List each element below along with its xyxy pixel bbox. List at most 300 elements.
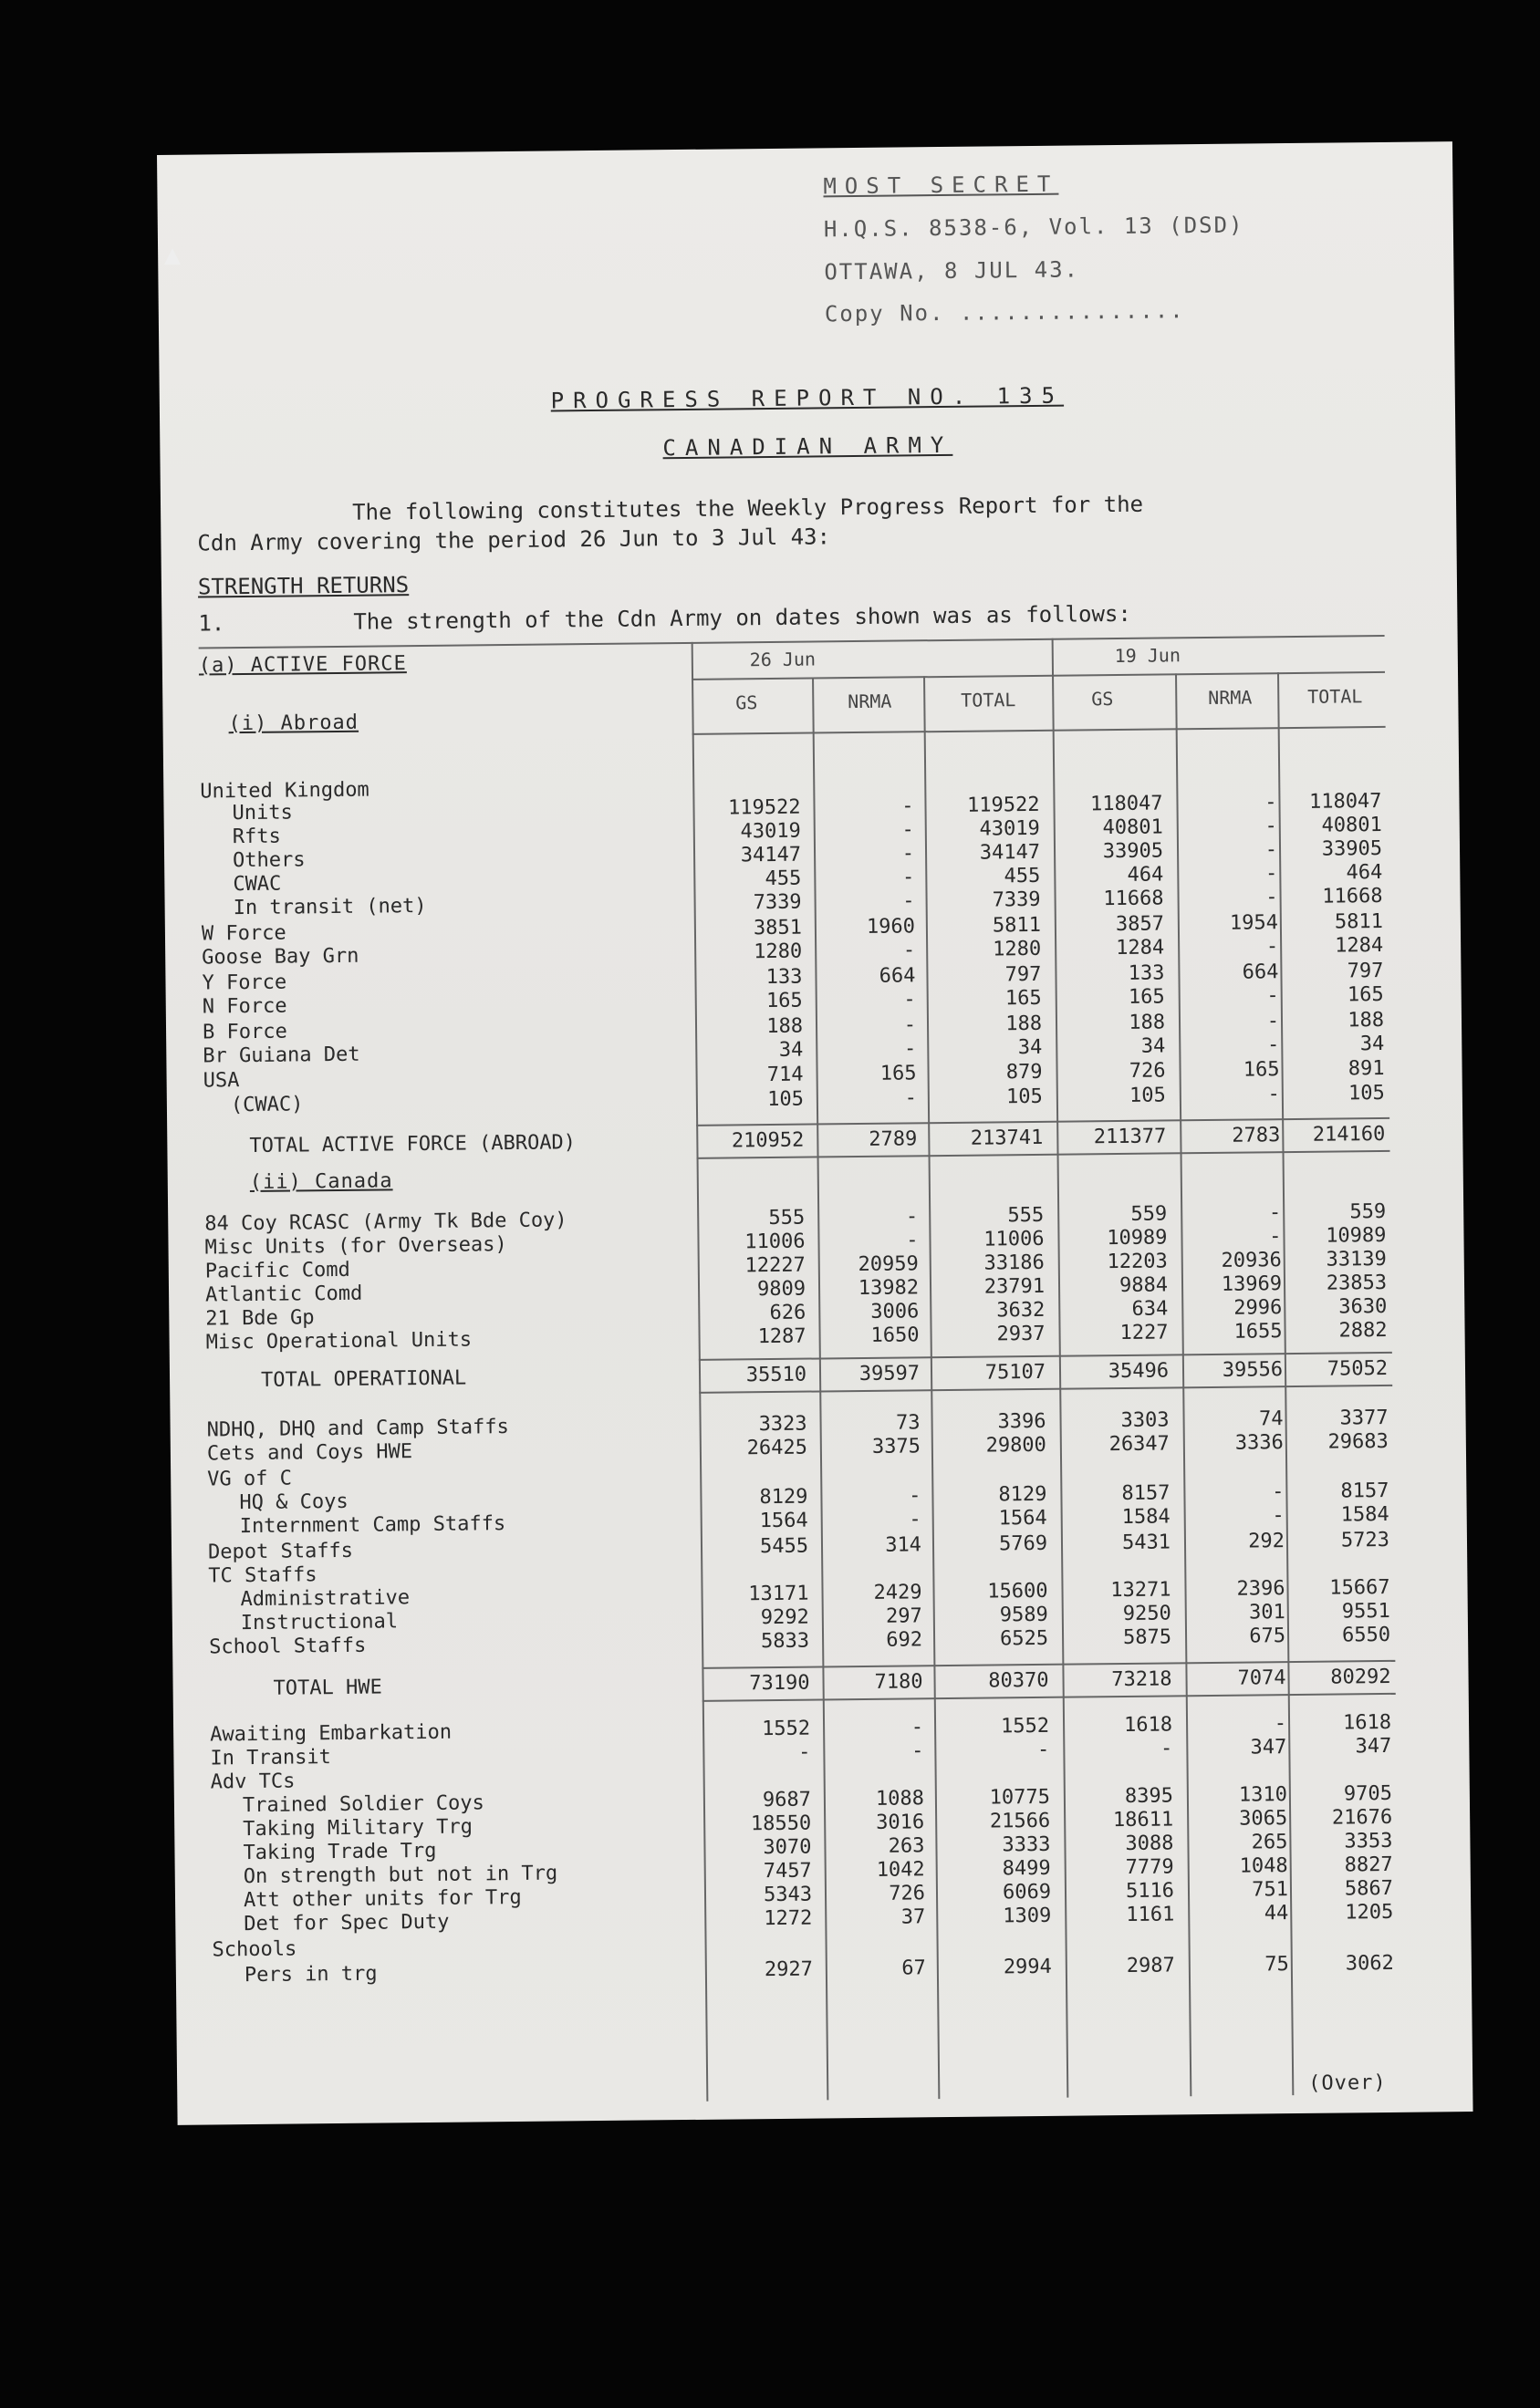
table-cell: 2783 xyxy=(1232,1124,1281,1147)
table-cell: 6525 xyxy=(999,1626,1049,1651)
table-cell: 5811 xyxy=(992,913,1042,938)
table-cell: 20936 xyxy=(1221,1249,1282,1272)
table-cell: 692 xyxy=(886,1628,923,1652)
table-cell: - xyxy=(910,1716,924,1739)
table-cell: 8129 xyxy=(998,1482,1047,1507)
table-cell: - xyxy=(1267,1083,1280,1106)
row-label: NDHQ, DHQ and Camp Staffs xyxy=(206,1416,509,1442)
table-cell: 133 xyxy=(765,965,803,990)
table-cell: - xyxy=(909,1484,921,1508)
table-cell: 1284 xyxy=(1116,936,1165,960)
table-cell: - xyxy=(904,1086,918,1110)
table-cell: 10989 xyxy=(1326,1223,1387,1248)
table-cell: 555 xyxy=(768,1206,806,1230)
table-cell: 1954 xyxy=(1229,911,1279,935)
table-cell: 15667 xyxy=(1329,1575,1390,1600)
table-cell xyxy=(825,1931,925,1932)
table-cell: 188 xyxy=(1129,1011,1166,1034)
table-cell xyxy=(1183,1457,1284,1458)
table-cell: 39556 xyxy=(1222,1358,1284,1382)
table-cell: 634 xyxy=(1131,1297,1169,1321)
table-cell: 8395 xyxy=(1124,1784,1174,1808)
row-label: Atlantic Comd xyxy=(204,1282,363,1307)
table-cell: - xyxy=(1266,1033,1280,1057)
table-cell: - xyxy=(902,889,915,913)
col-total-1: TOTAL xyxy=(961,689,1016,711)
table-cell: 6550 xyxy=(1341,1623,1391,1647)
classification-stamp: MOST SECRET xyxy=(823,171,1059,200)
table-cell: - xyxy=(1265,935,1279,959)
table-cell: 6069 xyxy=(1002,1880,1052,1905)
table-cell: 1048 xyxy=(1239,1854,1288,1878)
table-cell: 797 xyxy=(1004,962,1042,987)
table-cell: 34 xyxy=(1140,1034,1166,1058)
row-label: HQ & Coys xyxy=(239,1489,349,1515)
table-cell: 35496 xyxy=(1108,1359,1170,1384)
row-label: Taking Trade Trg xyxy=(243,1839,437,1865)
table-cell: 67 xyxy=(901,1956,926,1980)
table-cell xyxy=(1289,1552,1389,1553)
table-cell: 7339 xyxy=(753,890,802,915)
table-cell xyxy=(1184,1553,1285,1554)
table-cell xyxy=(1186,1759,1286,1760)
table-cell: 3857 xyxy=(1115,912,1165,937)
table-cell: 297 xyxy=(885,1604,922,1628)
table-cell: 20959 xyxy=(858,1252,919,1277)
table-cell: 1042 xyxy=(876,1858,925,1882)
table-cell: 105 xyxy=(1348,1081,1385,1105)
table-cell: 13969 xyxy=(1221,1272,1283,1296)
table-cell: 1287 xyxy=(757,1324,806,1349)
table-cell: 5867 xyxy=(1344,1876,1394,1901)
table-cell: 105 xyxy=(1129,1084,1166,1107)
table-cell: - xyxy=(1268,1201,1282,1225)
row-label: Misc Operational Units xyxy=(205,1328,473,1354)
table-cell: 1618 xyxy=(1123,1713,1173,1737)
table-cell: 1284 xyxy=(1335,933,1384,958)
table-cell: 726 xyxy=(1129,1059,1166,1083)
table-cell: 33905 xyxy=(1102,839,1164,864)
table-cell: 891 xyxy=(1348,1056,1385,1081)
row-label: Internment Camp Staffs xyxy=(239,1512,506,1539)
table-cell xyxy=(947,1556,1047,1557)
table-cell: 2996 xyxy=(1233,1296,1283,1320)
table-cell: 1655 xyxy=(1233,1320,1283,1344)
table-cell xyxy=(824,1763,924,1764)
table-cell: 797 xyxy=(1347,959,1384,983)
table-cell: - xyxy=(903,1037,917,1061)
intro-line-1: The following constitutes the Weekly Progress Report for the xyxy=(351,491,1144,525)
table-cell: 188 xyxy=(766,1014,804,1039)
row-label: TOTAL ACTIVE FORCE (ABROAD) xyxy=(249,1131,577,1157)
table-cell xyxy=(711,1765,811,1766)
row-label: Br Guiana Det xyxy=(203,1043,360,1068)
row-label: (CWAC) xyxy=(230,1093,304,1117)
row-label: Others xyxy=(232,848,306,873)
table-cell: - xyxy=(797,1740,811,1764)
row-label: In transit (net) xyxy=(233,894,427,920)
table-cell: - xyxy=(906,1229,919,1252)
table-cell: 2994 xyxy=(1003,1955,1052,1979)
table-cell: 664 xyxy=(1242,960,1279,984)
table-cell: 118047 xyxy=(1089,792,1163,816)
table-cell: 34 xyxy=(1359,1032,1385,1056)
table-cell: 211377 xyxy=(1093,1125,1167,1149)
table-cell: 13271 xyxy=(1110,1578,1171,1603)
table-cell: 9292 xyxy=(760,1605,809,1630)
table-cell: 464 xyxy=(1346,860,1383,885)
table-cell xyxy=(950,1762,1050,1763)
table-cell: 1564 xyxy=(759,1509,808,1533)
table-cell: 1564 xyxy=(998,1506,1047,1531)
table-cell: - xyxy=(1160,1737,1173,1760)
table-cell: 26425 xyxy=(746,1436,808,1460)
table-cell: - xyxy=(1274,1712,1287,1736)
table-cell: - xyxy=(1266,1010,1280,1033)
table-cell: 5875 xyxy=(1122,1625,1172,1649)
table-cell: 1584 xyxy=(1340,1502,1389,1527)
table-cell: 73 xyxy=(895,1411,921,1435)
table-cell: - xyxy=(901,866,915,889)
row-label: On strength but not in Trg xyxy=(243,1862,558,1889)
table-cell: 13171 xyxy=(748,1582,809,1606)
row-label: Taking Military Trg xyxy=(243,1815,473,1842)
table-cell: 626 xyxy=(769,1301,806,1325)
table-cell: 3016 xyxy=(876,1811,925,1834)
table-cell: 9705 xyxy=(1343,1781,1393,1806)
table-cell: 33139 xyxy=(1326,1247,1387,1271)
table-cell: 675 xyxy=(1249,1624,1286,1648)
table-cell: 3070 xyxy=(763,1835,812,1860)
table-cell: 9884 xyxy=(1119,1273,1169,1298)
table-cell: 3333 xyxy=(1002,1832,1051,1857)
row-label: Att other units for Trg xyxy=(243,1885,522,1913)
table-cell: 3630 xyxy=(1338,1294,1388,1319)
table-cell: 9250 xyxy=(1122,1602,1171,1625)
table-cell: 2789 xyxy=(869,1127,918,1151)
table-cell: 188 xyxy=(1005,1012,1043,1036)
table-cell: 34147 xyxy=(740,843,802,867)
table-cell: 301 xyxy=(1248,1601,1285,1624)
table-cell xyxy=(1073,1760,1173,1761)
table-cell: 1272 xyxy=(764,1906,813,1931)
table-cell xyxy=(1062,770,1162,771)
punch-mark: ▲ xyxy=(164,239,182,271)
row-label: 84 Coy RCASC (Army Tk Bde Coy) xyxy=(204,1209,567,1236)
table-cell: 1227 xyxy=(1119,1321,1169,1345)
table-cell: 7180 xyxy=(874,1670,923,1694)
table-cell: 1960 xyxy=(866,915,916,939)
table-cell xyxy=(707,1462,807,1463)
table-cell: 74 xyxy=(1258,1407,1284,1431)
table-cell: 263 xyxy=(888,1834,925,1858)
table-cell: - xyxy=(1266,984,1279,1008)
table-cell: 73218 xyxy=(1111,1667,1172,1692)
table-cell: 347 xyxy=(1355,1734,1392,1759)
table-cell: 2987 xyxy=(1126,1954,1175,1977)
table-cell: - xyxy=(903,988,916,1012)
table-cell: - xyxy=(1272,1504,1285,1528)
table-cell: 13982 xyxy=(858,1276,920,1301)
table-cell: 555 xyxy=(1007,1203,1045,1228)
table-cell: 29800 xyxy=(985,1433,1046,1458)
table-row xyxy=(170,1356,1465,1395)
row-label: Units xyxy=(232,801,293,825)
table-cell: 2396 xyxy=(1236,1577,1285,1601)
document-page xyxy=(157,141,1473,2125)
table-cell: 3006 xyxy=(870,1300,920,1323)
table-cell xyxy=(821,1557,921,1558)
table-cell: 10989 xyxy=(1107,1226,1168,1251)
table-cell: 188 xyxy=(1348,1008,1385,1033)
report-subtitle: CANADIAN ARMY xyxy=(662,431,953,462)
table-cell: 1161 xyxy=(1126,1903,1175,1926)
table-cell: 165 xyxy=(1128,985,1165,1009)
row-label: Cets and Coys HWE xyxy=(206,1440,413,1466)
row-label: Rfts xyxy=(232,825,281,849)
row-label: B Force xyxy=(202,1020,287,1044)
table-cell: 559 xyxy=(1349,1199,1387,1224)
table-cell: 3336 xyxy=(1234,1431,1284,1455)
table-cell: 105 xyxy=(1005,1085,1043,1109)
table-cell: - xyxy=(903,1013,917,1037)
table-cell: 18611 xyxy=(1112,1808,1174,1832)
table-cell: 119522 xyxy=(966,793,1040,817)
table-cell: 5723 xyxy=(1340,1528,1390,1552)
subhead-canada: (ii) Canada xyxy=(249,1169,393,1194)
table-cell: 33905 xyxy=(1321,836,1383,861)
table-caption: (a) ACTIVE FORCE xyxy=(198,652,407,678)
table-cell: 23853 xyxy=(1326,1271,1388,1295)
table-cell: 80370 xyxy=(988,1668,1049,1693)
table-cell: 12203 xyxy=(1107,1250,1168,1274)
table-cell: 165 xyxy=(879,1062,917,1085)
table-cell: 12227 xyxy=(744,1253,806,1278)
table-cell: 44 xyxy=(1264,1902,1289,1925)
table-cell: 7779 xyxy=(1125,1855,1174,1879)
table-cell: - xyxy=(909,1508,921,1531)
table-cell: 8827 xyxy=(1344,1853,1393,1877)
table-cell: 8129 xyxy=(759,1485,808,1510)
table-cell: 3396 xyxy=(997,1409,1046,1434)
table-cell xyxy=(946,1459,1046,1460)
table-cell: 8499 xyxy=(1002,1856,1051,1881)
table-cell: 464 xyxy=(1127,863,1164,887)
table-cell: 5769 xyxy=(998,1531,1048,1556)
table-cell: 34 xyxy=(778,1038,804,1062)
table-cell xyxy=(1188,1927,1288,1928)
table-cell: 5455 xyxy=(759,1534,809,1559)
row-label: United Kingdom xyxy=(200,778,369,804)
table-cell: 5116 xyxy=(1125,1879,1175,1903)
table-cell: 80292 xyxy=(1330,1665,1391,1689)
table-cell: 265 xyxy=(1251,1831,1288,1854)
table-cell: 34 xyxy=(1017,1035,1043,1060)
table-cell: 73190 xyxy=(749,1671,810,1696)
table-cell: 3375 xyxy=(871,1435,921,1458)
table-cell: 43019 xyxy=(740,819,801,844)
place-date: OTTAWA, 8 JUL 43. xyxy=(824,256,1080,285)
intro-line-2: Cdn Army covering the period 26 Jun to 3 Jul 43: xyxy=(197,524,831,556)
table-cell xyxy=(700,774,800,775)
table-cell xyxy=(951,1930,1051,1931)
date-header-2: 19 Jun xyxy=(1114,644,1181,668)
table-cell: 133 xyxy=(1128,961,1165,985)
table-cell: 347 xyxy=(1250,1736,1287,1759)
table-cell: 165 xyxy=(1347,982,1384,1007)
table-cell: 5833 xyxy=(760,1629,810,1654)
table-cell: 1088 xyxy=(875,1787,925,1811)
table-cell: 3632 xyxy=(996,1298,1046,1323)
table-cell: 314 xyxy=(885,1533,922,1557)
table-cell: 43019 xyxy=(979,816,1040,841)
table-cell: 214160 xyxy=(1312,1122,1386,1147)
table-cell: 3303 xyxy=(1120,1408,1170,1433)
table-cell: 11006 xyxy=(983,1227,1045,1251)
table-cell xyxy=(1070,1554,1171,1555)
row-label: In Transit xyxy=(210,1746,331,1770)
table-cell: 9589 xyxy=(999,1603,1048,1627)
row-label: Y Force xyxy=(202,970,287,995)
table-cell: 7339 xyxy=(992,887,1041,912)
table-cell: 2882 xyxy=(1338,1318,1388,1343)
header-rule xyxy=(692,726,1386,735)
table-cell: 1280 xyxy=(993,937,1042,961)
table-cell: 1280 xyxy=(754,939,803,964)
row-label: Depot Staffs xyxy=(207,1539,354,1564)
table-cell: - xyxy=(910,1739,924,1763)
row-label: VG of C xyxy=(207,1467,293,1491)
table-cell: 18550 xyxy=(750,1811,812,1836)
col-gs-2: GS xyxy=(1091,688,1114,711)
table-cell: 3377 xyxy=(1339,1406,1389,1430)
table-cell: 165 xyxy=(765,989,803,1013)
row-label: Instructional xyxy=(240,1610,399,1635)
table-cell: 9809 xyxy=(756,1277,806,1302)
table-cell: 559 xyxy=(1130,1202,1168,1226)
table-cell: 455 xyxy=(765,867,802,891)
table-cell: 879 xyxy=(1005,1060,1043,1085)
table-cell: 2937 xyxy=(996,1322,1046,1346)
date-rule xyxy=(692,671,1385,680)
table-cell: 5431 xyxy=(1121,1531,1171,1555)
copy-number: Copy No. ............... xyxy=(824,297,1185,327)
row-label: TC Staffs xyxy=(208,1563,317,1588)
table-cell: 5343 xyxy=(763,1883,813,1907)
report-title: PROGRESS REPORT NO. 135 xyxy=(550,382,1065,414)
over-note: (Over) xyxy=(1308,2071,1387,2095)
table-cell xyxy=(1074,1928,1174,1929)
table-row xyxy=(172,1665,1468,1703)
table-cell xyxy=(712,1933,812,1934)
table-cell: 3353 xyxy=(1344,1829,1393,1853)
table-cell: 10775 xyxy=(989,1785,1051,1810)
table-cell xyxy=(939,772,1039,773)
table-cell: 7457 xyxy=(763,1859,812,1884)
table-cell: 292 xyxy=(1248,1530,1285,1553)
table-cell: 11668 xyxy=(1103,887,1164,911)
table-cell xyxy=(1293,1926,1393,1927)
table-cell: - xyxy=(901,794,914,818)
table-cell: - xyxy=(1265,886,1278,909)
table-cell: 751 xyxy=(1252,1878,1289,1902)
table-cell: 714 xyxy=(766,1063,804,1087)
table-cell: - xyxy=(905,1205,919,1229)
table-cell: 165 xyxy=(1004,986,1042,1011)
table-cell: 11006 xyxy=(744,1230,806,1254)
table-cell: - xyxy=(1272,1480,1285,1504)
table-cell: 1205 xyxy=(1345,1900,1394,1925)
subhead-abroad: (i) Abroad xyxy=(228,711,359,736)
table-cell: 1552 xyxy=(761,1717,811,1741)
table-cell: - xyxy=(1264,862,1278,886)
row-label: TOTAL OPERATIONAL xyxy=(260,1366,467,1392)
table-cell: - xyxy=(901,842,915,866)
table-cell xyxy=(1288,1456,1389,1457)
row-label: N Force xyxy=(202,994,287,1019)
table-cell: 3323 xyxy=(758,1412,807,1437)
table-cell: 21566 xyxy=(989,1809,1051,1833)
section-heading: STRENGTH RETURNS xyxy=(197,572,410,600)
table-cell: 21676 xyxy=(1331,1805,1393,1830)
row-label: Trained Soldier Coys xyxy=(242,1791,484,1818)
row-label: Pacific Comd xyxy=(204,1258,350,1283)
table-cell: 26347 xyxy=(1108,1432,1170,1457)
table-cell: 75 xyxy=(1264,1953,1289,1977)
col-total-2: TOTAL xyxy=(1307,685,1363,708)
table-cell: 1584 xyxy=(1121,1505,1171,1530)
col-nrma-1: NRMA xyxy=(848,690,892,713)
paragraph-text: The strength of the Cdn Army on dates shown was as follows: xyxy=(353,600,1131,635)
col-nrma-2: NRMA xyxy=(1208,686,1253,709)
table-cell: 1650 xyxy=(870,1323,920,1347)
table-cell: 29683 xyxy=(1327,1429,1389,1454)
table-cell: 7074 xyxy=(1237,1666,1286,1690)
table-cell xyxy=(1281,768,1381,769)
table-cell: 23791 xyxy=(983,1274,1046,1299)
table-cell: 8157 xyxy=(1121,1481,1171,1506)
table-cell xyxy=(820,1460,921,1461)
table-cell: 3062 xyxy=(1345,1951,1394,1976)
row-label: Schools xyxy=(212,1937,297,1962)
table-cell: - xyxy=(901,818,914,842)
table-cell xyxy=(1176,769,1276,770)
paragraph-number: 1. xyxy=(198,610,225,637)
row-label: TOTAL HWE xyxy=(273,1676,382,1700)
row-label: Pers in trg xyxy=(244,1962,378,1988)
table-cell: 9687 xyxy=(762,1788,812,1812)
table-cell: 1309 xyxy=(1003,1904,1052,1928)
table-cell: 33186 xyxy=(983,1251,1045,1275)
table-cell: - xyxy=(1269,1225,1282,1249)
table-cell: 455 xyxy=(1004,864,1041,888)
row-label: 21 Bde Gp xyxy=(205,1306,315,1331)
table-cell: 39597 xyxy=(858,1362,921,1386)
table-cell xyxy=(708,1559,808,1560)
row-label: Administrative xyxy=(240,1586,411,1612)
table-cell: 9551 xyxy=(1341,1599,1390,1624)
table-cell: 1310 xyxy=(1238,1783,1288,1807)
row-label: CWAC xyxy=(233,872,282,897)
table-cell: 11668 xyxy=(1322,884,1383,908)
table-cell: 2927 xyxy=(764,1957,813,1982)
row-label: USA xyxy=(203,1069,240,1093)
table-cell: - xyxy=(1036,1738,1050,1761)
table-cell: 119522 xyxy=(727,795,801,820)
table-cell: 664 xyxy=(879,964,916,988)
table-cell: 40801 xyxy=(1321,813,1382,837)
table-cell: - xyxy=(1264,791,1277,815)
